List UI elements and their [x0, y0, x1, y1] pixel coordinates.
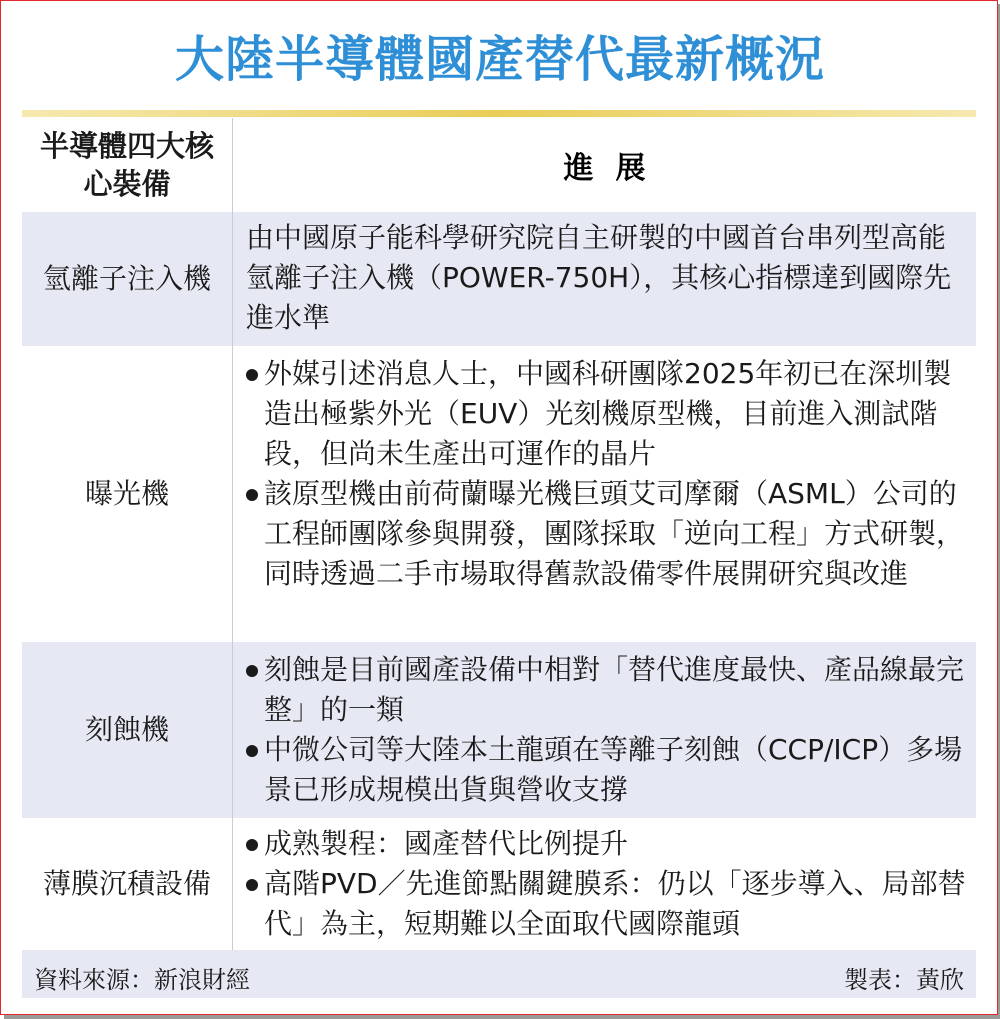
- bullet-point: [246, 474, 970, 594]
- table-footer: [22, 950, 976, 998]
- column-divider: [232, 212, 233, 346]
- equipment-label: 氫離子注入機: [42, 262, 211, 295]
- table-row: [22, 642, 976, 818]
- progress-cell: [246, 650, 970, 810]
- bullet-text: 高階PVD／先進節點關鍵膜系：仍以「逐步導入、局部替代」為主，短期難以全面取代國際龍頭: [264, 867, 966, 940]
- equipment-label: 刻蝕機: [84, 713, 169, 746]
- maker-credit: 製表：黃欣: [844, 966, 964, 994]
- equipment-label: 薄膜沉積設備: [42, 867, 211, 900]
- bullet-text: 成熟製程：國產替代比例提升: [264, 827, 629, 860]
- bullet-dot-icon: [246, 879, 258, 891]
- column-divider: [232, 818, 233, 950]
- progress-cell: [246, 354, 970, 594]
- frame-shadow-bottom: [4, 1015, 1000, 1019]
- table-row: [22, 346, 976, 642]
- table-header: [22, 118, 976, 212]
- bullet-dot-icon: [246, 489, 258, 501]
- header-equipment: [22, 118, 232, 212]
- bullet-text: 外媒引述消息人士，中國科研團隊2025年初已在深圳製造出極紫外光（EUV）光刻機原型機，目前進入測試階段，但尚未生產出可運作的晶片: [264, 357, 952, 470]
- page-title: 大陸半導體國產替代最新概況: [174, 31, 825, 88]
- bullet-text: 中微公司等大陸本土龍頭在等離子刻蝕（CCP/ICP）多場景已形成規模出貨與營收支撐: [264, 733, 963, 806]
- header-progress: 進展: [563, 151, 668, 186]
- bullet-point: [246, 864, 970, 944]
- bullet-point: [246, 354, 970, 474]
- bullet-dot-icon: [246, 745, 258, 757]
- bullet-point: [246, 730, 970, 810]
- title-underline: [22, 110, 976, 117]
- bullet-text: 刻蝕是目前國產設備中相對「替代進度最快、產品線最完整」的一類: [264, 653, 965, 726]
- bullet-text: 該原型機由前荷蘭曝光機巨頭艾司摩爾（ASML）公司的工程師團隊參與開發，團隊採取「逆向工程」方式研製，同時透過二手市場取得舊款設備零件展開研究與改進: [264, 477, 965, 590]
- bullet-dot-icon: [246, 839, 258, 851]
- bullet-point: [246, 824, 970, 864]
- table-row: [22, 212, 976, 346]
- column-divider: [232, 346, 233, 642]
- column-divider: [232, 642, 233, 818]
- progress-cell: [246, 218, 970, 338]
- bullet-point: [246, 650, 970, 730]
- bullet-dot-icon: [246, 369, 258, 381]
- progress-text: 由中國原子能科學研究院自主研製的中國首台串列型高能氫離子注入機（POWER-750H），其核心指標達到國際先進水準: [246, 221, 952, 334]
- bullet-dot-icon: [246, 665, 258, 677]
- table-row: [22, 818, 976, 950]
- equipment-label: 曝光機: [84, 477, 169, 510]
- progress-cell: [246, 824, 970, 944]
- source-credit: 資料來源：新浪財經: [34, 966, 250, 994]
- header-equipment-text: 半導體四大核心裝備: [39, 129, 214, 201]
